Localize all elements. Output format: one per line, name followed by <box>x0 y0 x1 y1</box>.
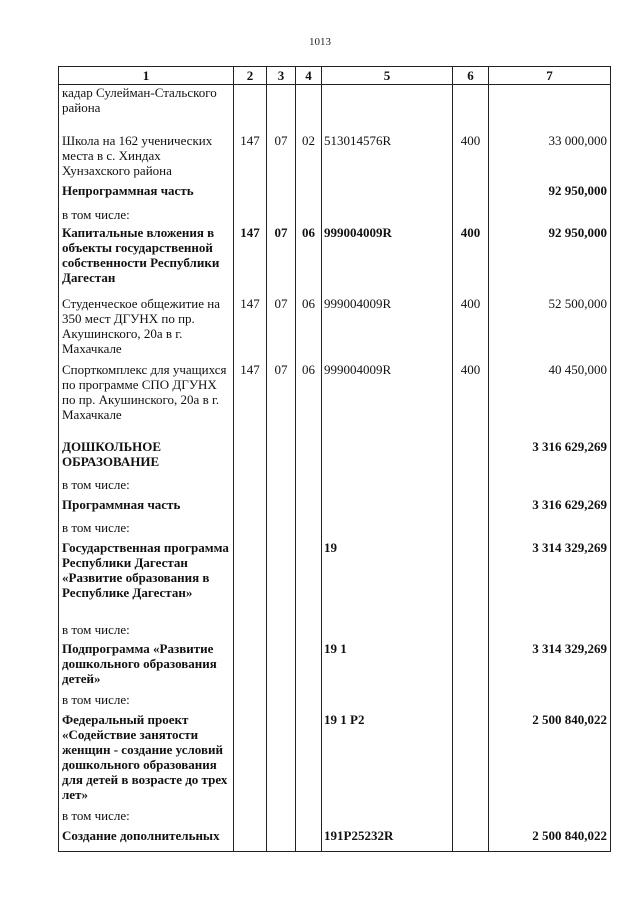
cell-target-article: 999004009R <box>322 225 453 296</box>
cell-expense-type <box>453 85 489 133</box>
header-col-6: 6 <box>453 67 489 85</box>
cell-amount: 92 950,000 <box>489 183 611 207</box>
cell-subsection <box>296 439 322 477</box>
table-row <box>59 362 611 439</box>
cell-description: Школа на 162 ученических места в с. Хиндах Хунзахского района <box>59 133 234 183</box>
cell-section <box>267 439 296 477</box>
cell-target-article <box>322 477 453 497</box>
cell-target-article: 513014576R <box>322 133 453 183</box>
cell-admin-code <box>234 497 267 520</box>
cell-description: в том числе: <box>59 477 234 497</box>
cell-description: Спорткомплекс для учащихся по программе СПО ДГУНХ по пр. Акушинского, 20а в г. Махачкале <box>59 362 234 439</box>
cell-description: Подпрограмма «Развитие дошкольного образования детей» <box>59 641 234 692</box>
cell-target-article <box>322 622 453 641</box>
cell-section <box>267 641 296 692</box>
table-body <box>59 85 611 852</box>
cell-description: Капитальные вложения в объекты государственной собственности Республики Дагестан <box>59 225 234 296</box>
table-row <box>59 828 611 852</box>
table-row <box>59 477 611 497</box>
cell-admin-code: 147 <box>234 296 267 362</box>
cell-section: 07 <box>267 296 296 362</box>
cell-subsection: 02 <box>296 133 322 183</box>
cell-description: Создание дополнительных <box>59 828 234 852</box>
cell-amount: 3 316 629,269 <box>489 497 611 520</box>
cell-amount <box>489 520 611 540</box>
cell-section <box>267 692 296 712</box>
cell-amount: 3 316 629,269 <box>489 439 611 477</box>
cell-subsection: 06 <box>296 225 322 296</box>
header-col-4: 4 <box>296 67 322 85</box>
table-row <box>59 641 611 692</box>
cell-expense-type <box>453 712 489 808</box>
table-row <box>59 439 611 477</box>
cell-admin-code: 147 <box>234 133 267 183</box>
cell-section <box>267 497 296 520</box>
cell-subsection <box>296 540 322 622</box>
cell-section <box>267 712 296 808</box>
cell-expense-type <box>453 439 489 477</box>
cell-admin-code <box>234 477 267 497</box>
cell-expense-type <box>453 520 489 540</box>
cell-subsection <box>296 477 322 497</box>
cell-target-article <box>322 692 453 712</box>
cell-description: в том числе: <box>59 808 234 828</box>
cell-subsection <box>296 85 322 133</box>
cell-section <box>267 207 296 225</box>
cell-amount: 92 950,000 <box>489 225 611 296</box>
cell-amount <box>489 692 611 712</box>
cell-admin-code: 147 <box>234 362 267 439</box>
header-col-1: 1 <box>59 67 234 85</box>
cell-expense-type: 400 <box>453 133 489 183</box>
cell-section <box>267 520 296 540</box>
cell-expense-type <box>453 828 489 852</box>
cell-section <box>267 622 296 641</box>
cell-subsection <box>296 712 322 808</box>
cell-target-article: 19 <box>322 540 453 622</box>
cell-subsection <box>296 207 322 225</box>
table-row <box>59 296 611 362</box>
header-col-5: 5 <box>322 67 453 85</box>
cell-admin-code <box>234 183 267 207</box>
cell-target-article <box>322 808 453 828</box>
cell-subsection <box>296 497 322 520</box>
cell-expense-type <box>453 477 489 497</box>
cell-expense-type: 400 <box>453 225 489 296</box>
cell-description: Государственная программа Республики Дагестан «Развитие образования в Республике Дагестан» <box>59 540 234 622</box>
cell-subsection: 06 <box>296 362 322 439</box>
cell-target-article <box>322 85 453 133</box>
cell-amount <box>489 477 611 497</box>
cell-amount <box>489 85 611 133</box>
cell-target-article: 19 1 <box>322 641 453 692</box>
budget-table <box>58 66 611 852</box>
cell-admin-code <box>234 622 267 641</box>
cell-description: Федеральный проект «Содействие занятости женщин - создание условий дошкольного образования для детей в возрасте до трех лет» <box>59 712 234 808</box>
table-row <box>59 808 611 828</box>
cell-target-article: 19 1 P2 <box>322 712 453 808</box>
cell-description: Программная часть <box>59 497 234 520</box>
cell-subsection <box>296 520 322 540</box>
cell-expense-type: 400 <box>453 296 489 362</box>
cell-expense-type <box>453 641 489 692</box>
cell-target-article <box>322 439 453 477</box>
cell-target-article <box>322 520 453 540</box>
header-row <box>59 67 611 85</box>
cell-description: Непрограммная часть <box>59 183 234 207</box>
cell-subsection <box>296 622 322 641</box>
table-row <box>59 692 611 712</box>
cell-description: в том числе: <box>59 692 234 712</box>
cell-admin-code <box>234 540 267 622</box>
cell-target-article <box>322 183 453 207</box>
cell-admin-code <box>234 85 267 133</box>
cell-amount: 2 500 840,022 <box>489 828 611 852</box>
cell-subsection <box>296 828 322 852</box>
cell-admin-code <box>234 808 267 828</box>
cell-admin-code <box>234 828 267 852</box>
table-row <box>59 183 611 207</box>
cell-section <box>267 183 296 207</box>
table-row <box>59 712 611 808</box>
cell-expense-type <box>453 622 489 641</box>
cell-amount <box>489 622 611 641</box>
cell-description: в том числе: <box>59 622 234 641</box>
cell-expense-type <box>453 497 489 520</box>
cell-admin-code <box>234 641 267 692</box>
cell-amount: 2 500 840,022 <box>489 712 611 808</box>
cell-subsection <box>296 692 322 712</box>
header-col-2: 2 <box>234 67 267 85</box>
cell-subsection <box>296 641 322 692</box>
table-row <box>59 133 611 183</box>
cell-expense-type <box>453 183 489 207</box>
table-row <box>59 497 611 520</box>
cell-section: 07 <box>267 133 296 183</box>
cell-section <box>267 808 296 828</box>
page-number: 1013 <box>309 36 331 48</box>
cell-expense-type <box>453 540 489 622</box>
cell-amount: 33 000,000 <box>489 133 611 183</box>
table-row <box>59 225 611 296</box>
cell-admin-code <box>234 712 267 808</box>
cell-expense-type <box>453 692 489 712</box>
cell-section <box>267 540 296 622</box>
cell-subsection <box>296 183 322 207</box>
cell-section <box>267 828 296 852</box>
cell-amount: 52 500,000 <box>489 296 611 362</box>
cell-description: кадар Сулейман-Стальского района <box>59 85 234 133</box>
table-row <box>59 207 611 225</box>
cell-expense-type <box>453 808 489 828</box>
cell-admin-code <box>234 207 267 225</box>
table-row <box>59 85 611 133</box>
cell-target-article <box>322 207 453 225</box>
cell-admin-code <box>234 520 267 540</box>
cell-admin-code: 147 <box>234 225 267 296</box>
cell-subsection: 06 <box>296 296 322 362</box>
cell-description: в том числе: <box>59 207 234 225</box>
cell-description: в том числе: <box>59 520 234 540</box>
cell-expense-type: 400 <box>453 362 489 439</box>
table-row <box>59 622 611 641</box>
cell-amount: 40 450,000 <box>489 362 611 439</box>
cell-admin-code <box>234 692 267 712</box>
cell-amount: 3 314 329,269 <box>489 540 611 622</box>
cell-target-article <box>322 497 453 520</box>
cell-section <box>267 85 296 133</box>
cell-target-article: 999004009R <box>322 362 453 439</box>
cell-amount <box>489 207 611 225</box>
cell-section: 07 <box>267 362 296 439</box>
cell-expense-type <box>453 207 489 225</box>
cell-target-article: 191P25232R <box>322 828 453 852</box>
table-row <box>59 520 611 540</box>
cell-description: ДОШКОЛЬНОЕ ОБРАЗОВАНИЕ <box>59 439 234 477</box>
header-col-7: 7 <box>489 67 611 85</box>
cell-description: Студенческое общежитие на 350 мест ДГУНХ по пр. Акушинского, 20а в г. Махачкале <box>59 296 234 362</box>
cell-admin-code <box>234 439 267 477</box>
cell-section: 07 <box>267 225 296 296</box>
cell-amount: 3 314 329,269 <box>489 641 611 692</box>
header-col-3: 3 <box>267 67 296 85</box>
cell-section <box>267 477 296 497</box>
cell-subsection <box>296 808 322 828</box>
cell-target-article: 999004009R <box>322 296 453 362</box>
cell-amount <box>489 808 611 828</box>
table-row <box>59 540 611 622</box>
